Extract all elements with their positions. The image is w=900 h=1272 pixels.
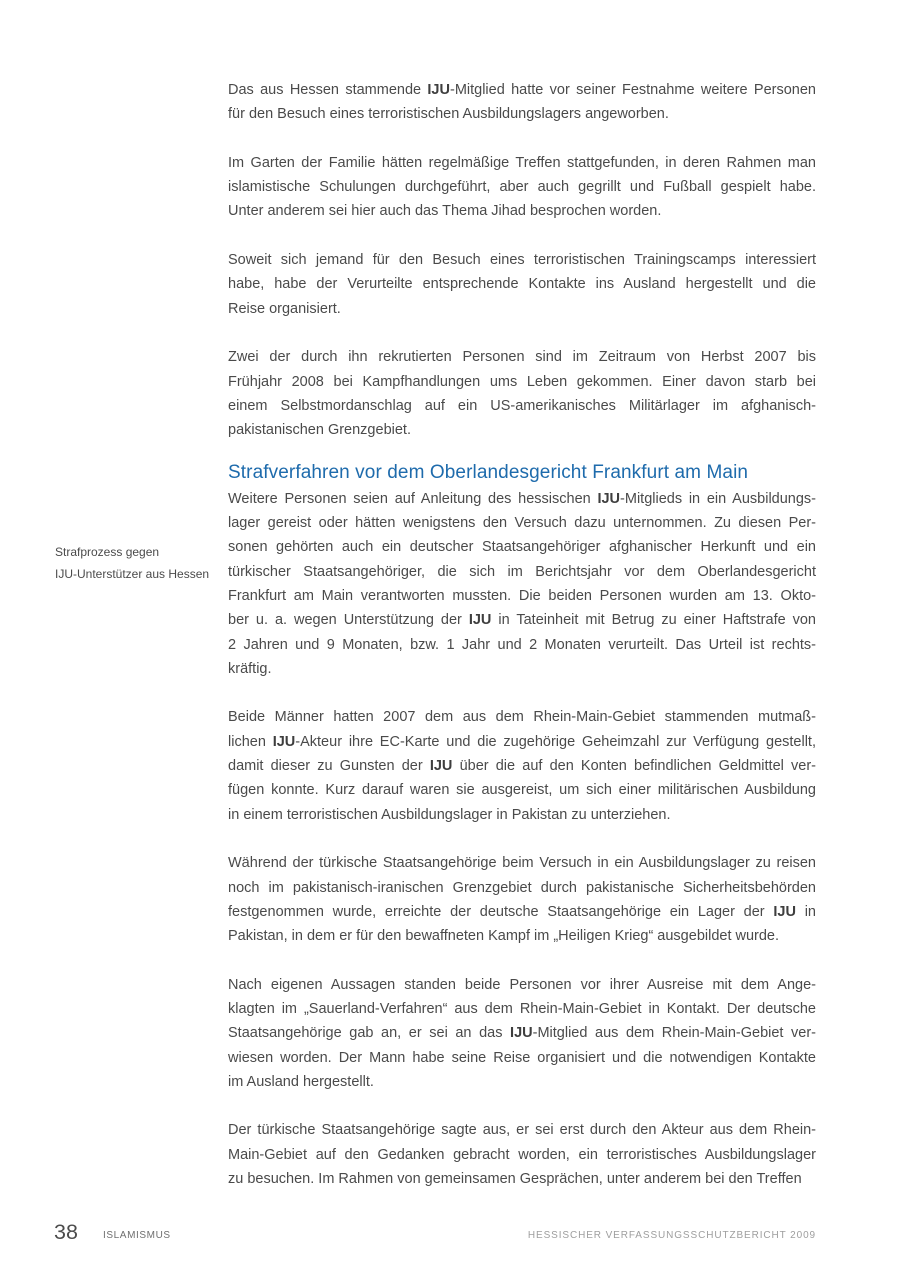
paragraph <box>228 1118 816 1191</box>
bold-term: IJU <box>773 903 796 920</box>
paragraph <box>228 487 816 681</box>
text-line: einem Selbstmordanschlag auf ein US-amerikanisches Militärlager im afghanisch- <box>228 397 816 414</box>
text-line: Weitere Personen seien auf Anleitung des hessischen IJU-Mitglieds in ein Ausbildungs- <box>228 490 816 507</box>
text-line: Unter anderem sei hier auch das Thema Jihad besprochen worden. <box>228 203 662 220</box>
text-line: wiesen worden. Der Mann habe seine Reise organisiert und die notwendigen Kontakte <box>228 1049 816 1066</box>
text-line: Reise organisiert. <box>228 300 341 317</box>
bold-term: IJU <box>510 1025 533 1042</box>
text-line: türkischer Staatsangehöriger, die sich im Berichtsjahr vor dem Oberlandesgericht <box>228 563 816 580</box>
bold-term: IJU <box>468 612 492 629</box>
bold-term: IJU <box>429 758 453 775</box>
chapter-label: ISLAMISMUS <box>103 1230 171 1241</box>
main-column <box>228 78 816 1216</box>
text-line: islamistische Schulungen durchgeführt, aber auch gegrillt und Fußball gespielt habe. <box>228 179 816 196</box>
text-line: Beide Männer hatten 2007 dem aus dem Rhein-Main-Gebiet stammenden mutmaß- <box>228 709 816 726</box>
text-line: klagten im „Sauerland-Verfahren“ aus dem Rhein-Main-Gebiet in Kontakt. Der deutsche <box>228 1000 816 1017</box>
text-line: pakistanischen Grenzgebiet. <box>228 422 411 439</box>
text-line: Pakistan, in dem er für den bewaffneten Kampf im „Heiligen Krieg“ ausgebildet wurde. <box>228 928 780 945</box>
text-line: lager gereist oder hätten wenigstens den Versuch dazu unternommen. Zu diesen Per- <box>228 515 816 532</box>
text-line: ber u. a. wegen Unterstützung der IJU in Tateinheit mit Betrug zu einer Haftstrafe von <box>228 612 816 629</box>
paragraph <box>228 851 816 948</box>
text-line: habe, habe der Verurteilte entsprechende Kontakte ins Ausland hergestellt und die <box>228 276 816 293</box>
report-title: HESSISCHER VERFASSUNGSSCHUTZBERICHT 2009 <box>527 1230 816 1241</box>
text-line: zu besuchen. Im Rahmen von gemeinsamen Gesprächen, unter anderem bei den Treffen <box>228 1171 802 1188</box>
margin-note-line: IJU-Unterstützer aus Hessen <box>55 567 210 581</box>
text-line: Soweit sich jemand für den Besuch eines terroristischen Trainingscamps interessiert <box>228 252 816 269</box>
text-line: 2 Jahren und 9 Monaten, bzw. 1 Jahr und 2 Monaten verurteilt. Das Urteil ist rechts- <box>228 636 816 653</box>
page-number: 38 <box>54 1220 78 1244</box>
margin-note <box>55 541 235 585</box>
margin-note-line: Strafprozess gegen <box>55 545 160 559</box>
text-line: damit dieser zu Gunsten der IJU über die auf den Konten befindlichen Geldmittel ver- <box>228 758 816 775</box>
text-line: Zwei der durch ihn rekrutierten Personen sind im Zeitraum von Herbst 2007 bis <box>228 349 816 366</box>
paragraph <box>228 705 816 826</box>
text-line: noch im pakistanisch-iranischen Grenzgebiet durch pakistanische Sicherheitsbehörden <box>228 879 816 896</box>
bold-term: IJU <box>272 733 296 750</box>
text-line: für den Besuch eines terroristischen Ausbildungslagers angeworben. <box>228 106 669 123</box>
bold-term: IJU <box>427 82 450 98</box>
text-line: Im Garten der Familie hätten regelmäßige Treffen stattgefunden, in deren Rahmen man <box>228 154 816 171</box>
text-line: sonen gehörten auch ein deutscher Staatsangehöriger afghanischer Herkunft und ein <box>228 539 816 556</box>
text-line: Das aus Hessen stammende IJU-Mitglied hatte vor seiner Festnahme weitere Personen <box>228 82 816 98</box>
text-line: Staatsangehörige gab an, er sei an das IJU-Mitglied aus dem Rhein-Main-Gebiet ver- <box>228 1025 817 1042</box>
text-line: in einem terroristischen Ausbildungslager in Pakistan zu unterziehen. <box>228 806 671 823</box>
paragraph <box>228 151 816 224</box>
text-line: fügen konnte. Kurz darauf waren sie ausgereist, um sich einer militärischen Ausbildung <box>228 782 816 799</box>
text-line: festgenommen wurde, erreichte der deutsche Staatsangehörige ein Lager der IJU in <box>228 903 816 920</box>
text-line: kräftig. <box>228 660 272 677</box>
paragraph <box>228 78 816 127</box>
text-line: Frankfurt am Main verantworten mussten. Die beiden Personen wurden am 13. Okto- <box>228 587 816 604</box>
bold-term: IJU <box>597 490 621 507</box>
text-line: Main-Gebiet auf den Gedanken gebracht worden, ein terroristisches Ausbildungslager <box>228 1146 816 1163</box>
text-line: im Ausland hergestellt. <box>228 1073 374 1090</box>
paragraph <box>228 973 816 1094</box>
text-line: lichen IJU-Akteur ihre EC-Karte und die zugehörige Geheimzahl zur Verfügung gestellt, <box>228 733 816 750</box>
paragraph <box>228 345 816 442</box>
paragraph <box>228 248 816 321</box>
text-line: Während der türkische Staatsangehörige beim Versuch in ein Ausbildungslager zu reisen <box>228 855 816 872</box>
text-line: Frühjahr 2008 bei Kampfhandlungen ums Leben gekommen. Einer davon starb bei <box>228 373 816 390</box>
text-line: Der türkische Staatsangehörige sagte aus, er sei erst durch den Akteur aus dem Rhein- <box>228 1122 816 1139</box>
section-heading: Strafverfahren vor dem Oberlandesgericht Frankfurt am Main <box>228 461 749 483</box>
text-line: Nach eigenen Aussagen standen beide Personen vor ihrer Ausreise mit dem Ange- <box>228 976 816 993</box>
